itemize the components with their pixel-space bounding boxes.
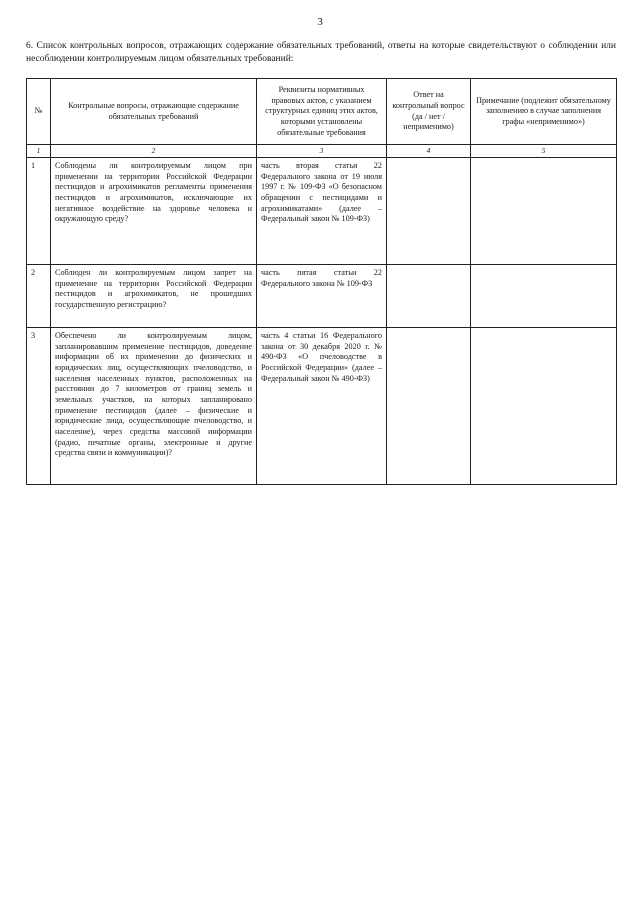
- column-number: 3: [257, 145, 387, 158]
- legal-requisites: часть пятая статьи 22 Федерального закона № 109-ФЗ: [257, 265, 387, 328]
- table-header-row: [27, 79, 617, 145]
- row-number: 1: [27, 158, 51, 265]
- answer-cell[interactable]: [387, 158, 471, 265]
- header-number: №: [27, 79, 51, 145]
- section-heading: 6. Список контрольных вопросов, отражающих содержание обязательных требований, ответы на которые свидетельствуют о соблюдении или несоблюдении контролируемым лицом обязательных требований:: [26, 41, 616, 64]
- control-question: Соблюдены ли контролируемым лицом при применении на территории Российской Федерации пестицидов и агрохимикатов регламенты применения пестицидов и агрохимикатов, исключающие их негативное воздействие на здоровье человека и окружающую среду?: [51, 158, 257, 265]
- control-question: Соблюден ли контролируемым лицом запрет на применение на территории Российской Федерации пестицидов и агрохимикатов, не прошедших государственную регистрацию?: [51, 265, 257, 328]
- answer-cell[interactable]: [387, 265, 471, 328]
- table-row: [27, 328, 617, 485]
- checklist-table: [26, 78, 617, 485]
- note-cell[interactable]: [471, 265, 617, 328]
- header-answer: Ответ на контрольный вопрос (да / нет / неприменимо): [387, 79, 471, 145]
- page-number: 3: [317, 16, 323, 28]
- header-question: Контрольные вопросы, отражающие содержание обязательных требований: [51, 79, 257, 145]
- header-requisites: Реквизиты нормативных правовых актов, с указанием структурных единиц этих актов, которыми установлены обязательные требования: [257, 79, 387, 145]
- legal-requisites: часть вторая статьи 22 Федерального закона от 19 июля 1997 г. № 109-ФЗ «О безопасном обращении с пестицидами и агрохимикатами» (далее – Федеральный закон № 109-ФЗ): [257, 158, 387, 265]
- note-cell[interactable]: [471, 328, 617, 485]
- note-cell[interactable]: [471, 158, 617, 265]
- legal-requisites: часть 4 статьи 16 Федерального закона от 30 декабря 2020 г. № 490-ФЗ «О пчеловодстве в Российской Федерации» (далее – Федеральный закон № 490-ФЗ): [257, 328, 387, 485]
- row-number: 2: [27, 265, 51, 328]
- column-number: 4: [387, 145, 471, 158]
- column-number: 1: [27, 145, 51, 158]
- answer-cell[interactable]: [387, 328, 471, 485]
- table-row: [27, 158, 617, 265]
- control-question: Обеспечено ли контролируемым лицом, запланировавшим применение пестицидов, доведение информации об их применении до физических и юридических лиц, осуществляющих пчеловодство, и населения населенных пунктов, расположенных на расстоянии до 7 километров от границ земель и земельных участков, на которых запланировано применение пестицидов (далее – физические и юридические лица, осуществляющие пчеловодство, и население), через средства массовой информации (радио, печатные органы, электронные и другие средства связи и коммуникации)?: [51, 328, 257, 485]
- row-number: 3: [27, 328, 51, 485]
- table-row: [27, 265, 617, 328]
- column-numbers-row: [27, 145, 617, 158]
- header-note: Примечание (подлежит обязательному заполнению в случае заполнения графы «неприменимо»): [471, 79, 617, 145]
- column-number: 2: [51, 145, 257, 158]
- column-number: 5: [471, 145, 617, 158]
